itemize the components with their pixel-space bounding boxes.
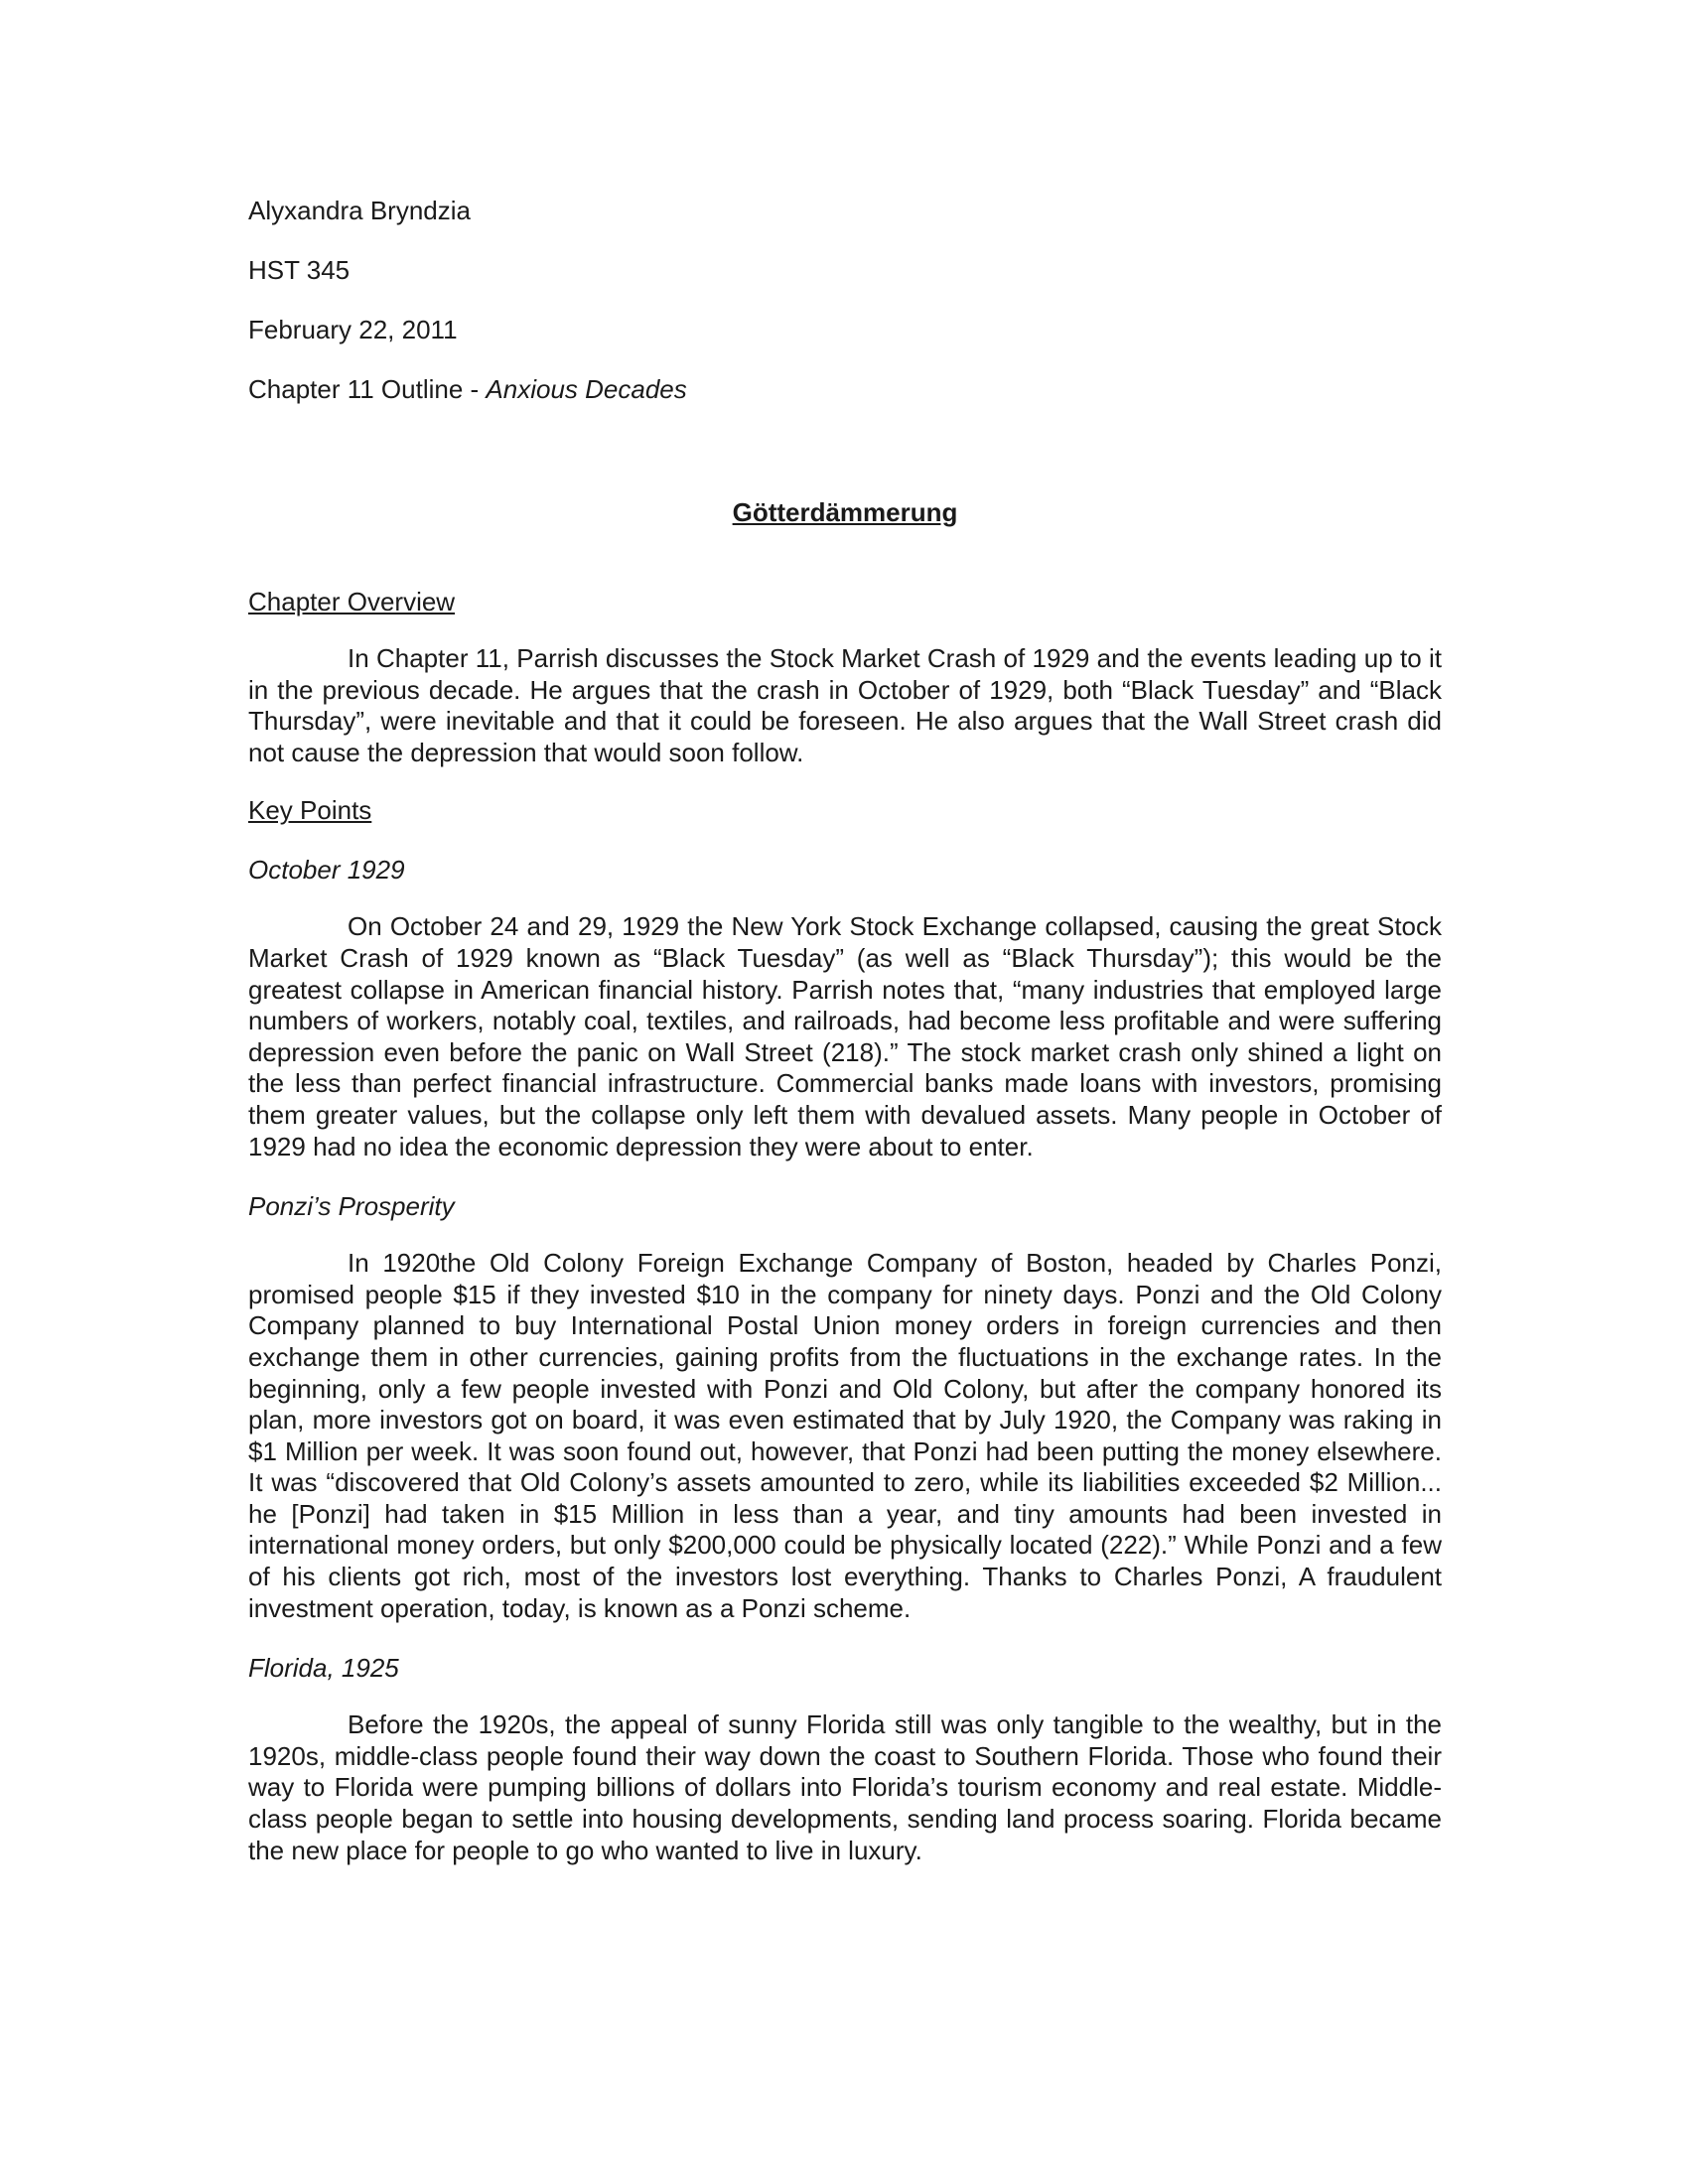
paragraph-florida-1925: Before the 1920s, the appeal of sunny Florida still was only tangible to the wealthy, but in the 1920s, middle-class people found their way down the coast to Southern Florida. Those who found their way to Florida were pumping billions of dollars into Florida’s tourism economy and real estate. Middle-class people began to settle into housing developments, sending land process soaring. Florida became the new place for people to go who wanted to live in luxury.: [248, 1709, 1442, 1865]
subheading-october-1929: October 1929: [248, 855, 405, 886]
subheading-ponzi: Ponzi’s Prosperity: [248, 1191, 455, 1222]
subheading-florida-1925: Florida, 1925: [248, 1653, 399, 1684]
document-page: [248, 195, 1442, 1866]
overview-heading: Chapter Overview: [248, 587, 456, 616]
outline-prefix: Chapter 11 Outline -: [248, 374, 487, 404]
overview-paragraph: In Chapter 11, Parrish discusses the Stock Market Crash of 1929 and the events leading up to it in the previous decade. He argues that the crash in October of 1929, both “Black Tuesday” and “Black Thursday”, were inevitable and that it could be foreseen. He also argues that the Wall Street crash did not cause the depression that would soon follow.: [248, 643, 1442, 767]
author-name: Alyxandra Bryndzia: [248, 196, 471, 225]
paragraph-october-1929: On October 24 and 29, 1929 the New York Stock Exchange collapsed, causing the great Stock Market Crash of 1929 known as “Black Tuesday” (as well as “Black Thursday”); this would be the greatest collapse in American financial history. Parrish notes that, “many industries that employed large numbers of workers, notably coal, textiles, and railroads, had become less profitable and were suffering depression even before the panic on Wall Street (218).” The stock market crash only shined a light on the less than perfect financial infrastructure. Commercial banks made loans with investors, promising them greater values, but the collapse only left them with devalued assets. Many people in October of 1929 had no idea the economic depression they were about to enter.: [248, 911, 1442, 1161]
course-code: HST 345: [248, 255, 351, 285]
key-points-heading: Key Points: [248, 795, 372, 826]
document-title: Götterdämmerung: [732, 497, 958, 527]
document-date: February 22, 2011: [248, 315, 458, 344]
paragraph-ponzi: In 1920the Old Colony Foreign Exchange Company of Boston, headed by Charles Ponzi, promised people $15 if they invested $10 in the company for ninety days. Ponzi and the Old Colony Company planned to buy International Postal Union money orders in foreign currencies and then exchange them in other currencies, gaining profits from the fluctuations in the exchange rates. In the beginning, only a few people invested with Ponzi and Old Colony, but after the company honored its plan, more investors got on board, it was even estimated that by July 1920, the Company was raking in $1 Million per week. It was soon found out, however, that Ponzi had been putting the money elsewhere. It was “discovered that Old Colony’s assets amounted to zero, while its liabilities exceeded $2 Million... he [Ponzi] had taken in $15 Million in less than a year, and tiny amounts had been invested in international money orders, but only $200,000 could be physically located (222).” While Ponzi and a few of his clients got rich, most of the investors lost everything. Thanks to Charles Ponzi, A fraudulent investment operation, today, is known as a Ponzi scheme.: [248, 1248, 1442, 1623]
outline-line: [248, 373, 1442, 405]
book-title: Anxious Decades: [486, 374, 687, 404]
